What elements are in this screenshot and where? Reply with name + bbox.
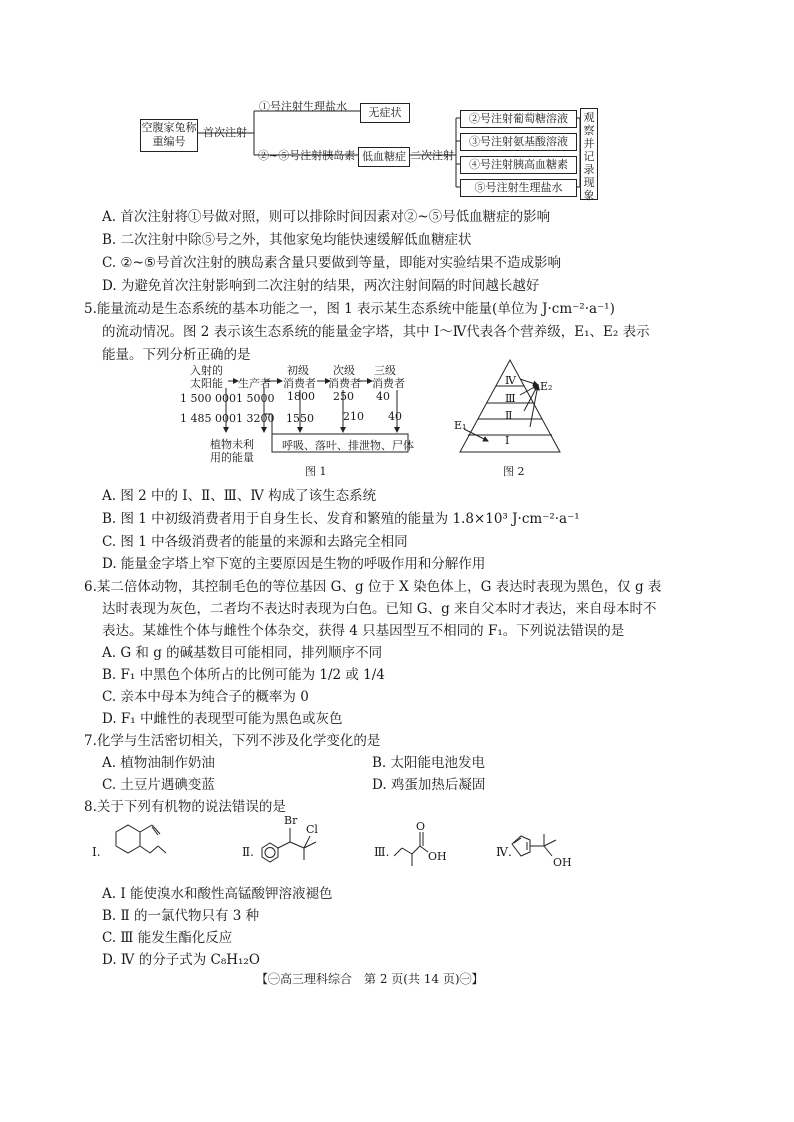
q5-option-a: A. 图 2 中的 Ⅰ、Ⅱ、Ⅲ、Ⅳ 构成了该生态系统 <box>102 488 377 504</box>
branch1-label: ①号注射生理盐水 <box>259 100 347 113</box>
fig2-level-3: Ⅲ <box>505 392 516 405</box>
q8-atom-br: Br <box>284 814 298 827</box>
first-injection-label: 首次注射 <box>203 126 247 139</box>
q4-option-a: A. 首次注射将①号做对照，则可以排除时间因素对②~⑤号低血糖症的影响 <box>102 209 551 225</box>
q8-option-a: A. Ⅰ 能使溴水和酸性高锰酸钾溶液褪色 <box>102 886 333 902</box>
low-sugar-box: 低血糖症 <box>358 147 410 167</box>
fig2-e1: E₁ <box>454 419 467 432</box>
fig1-bottom-value-1: 1 3200 <box>236 412 275 425</box>
second-item-3: ④号注射胰高血糖素 <box>460 156 577 174</box>
q6-stem-line2: 达时表现为灰色，二者均不表达时表现为白色。已知 G、g 来自父本时才表达，来自母本时不 <box>102 601 657 617</box>
second-item-1: ②号注射葡萄糖溶液 <box>460 110 577 128</box>
no-symptom-box: 无症状 <box>360 103 410 123</box>
q7-option-d: D. 鸡蛋加热后凝固 <box>372 777 486 793</box>
q8-atom-oh-4: OH <box>553 856 572 869</box>
q8-option-c: C. Ⅲ 能发生酯化反应 <box>102 930 233 946</box>
fig1-bottom-value-4: 40 <box>388 410 402 423</box>
q5-option-c: C. 图 1 中各级消费者的能量的来源和去路完全相同 <box>102 534 408 550</box>
q5-option-b: B. 图 1 中初级消费者用于自身生长、发育和繁殖的能量为 1.8×10³ J·cm⁻²·a⁻¹ <box>102 511 580 527</box>
fig1-bottom-value-3: 210 <box>343 410 364 423</box>
q7-stem: 7.化学与生活密切相关，下列不涉及化学变化的是 <box>84 733 381 749</box>
q6-option-b: B. F₁ 中黑色个体所占的比例可能为 1/2 或 1/4 <box>102 667 385 683</box>
q6-option-c: C. 亲本中母本为纯合子的概率为 0 <box>102 689 309 705</box>
q6-option-d: D. F₁ 中雌性的表现型可能为黑色或灰色 <box>102 711 343 727</box>
fig2-level-1: Ⅰ <box>505 434 510 447</box>
figure2-pyramid <box>450 355 570 460</box>
fig1-secondary1: 次级 <box>333 364 355 377</box>
fig1-top-value-3: 250 <box>333 390 354 403</box>
fig1-tertiary2: 消费者 <box>372 377 405 390</box>
fig1-sun-label2: 太阳能 <box>190 377 223 390</box>
figure1-arrows <box>0 0 794 470</box>
q8-label-1: Ⅰ. <box>92 845 101 859</box>
fig1-bottom-value-0: 1 485 000 <box>180 412 236 425</box>
fig1-top-value-0: 1 500 000 <box>180 392 236 405</box>
q8-option-d: D. Ⅳ 的分子式为 C₈H₁₂O <box>102 952 260 968</box>
fig1-primary1: 初级 <box>287 364 309 377</box>
second-injection-label: 二次注射 <box>410 149 454 162</box>
fig1-primary2: 消费者 <box>283 377 316 390</box>
fig1-unused2: 用的能量 <box>210 451 254 464</box>
fig1-secondary2: 消费者 <box>328 377 361 390</box>
fig1-caption: 图 1 <box>305 465 327 478</box>
fig1-tertiary1: 三级 <box>374 364 396 377</box>
q8-label-2: Ⅱ. <box>242 845 254 859</box>
q8-label-3: Ⅲ. <box>374 845 390 859</box>
q8-label-4: Ⅳ. <box>496 845 512 859</box>
q8-atom-o: O <box>416 820 426 833</box>
q5-option-d: D. 能量金字塔上窄下宽的主要原因是生物的呼吸作用和分解作用 <box>102 556 486 572</box>
q7-option-a: A. 植物油制作奶油 <box>102 755 215 771</box>
fig2-caption: 图 2 <box>503 465 525 478</box>
q6-option-a: A. G 和 g 的碱基数目可能相同，排列顺序不同 <box>102 645 383 661</box>
q4-option-b: B. 二次注射中除⑤号之外，其他家兔均能快速缓解低血糖症状 <box>102 232 472 248</box>
fig1-unused1: 植物未利 <box>210 438 254 451</box>
fig2-level-4: Ⅳ <box>505 374 516 387</box>
fig1-top-value-1: 1 5000 <box>236 392 275 405</box>
fig1-top-value-4: 40 <box>376 390 390 403</box>
start-box-label: 空腹家兔称重编号 <box>141 121 197 148</box>
branch2-label: ②~⑤号注射胰岛素 <box>258 149 356 162</box>
fig1-top-value-2: 1800 <box>287 390 315 403</box>
q8-atom-cl: Cl <box>306 823 318 836</box>
fig1-decomp: 呼吸、落叶、排泄物、尸体 <box>282 439 414 452</box>
observe-box: 观察并记录现象 <box>580 108 598 200</box>
fig1-sun-label1: 入射的 <box>190 364 223 377</box>
q7-option-c: C. 土豆片遇碘变蓝 <box>102 777 215 793</box>
second-item-4: ⑤号注射生理盐水 <box>460 179 577 197</box>
q4-option-c: C. ②~⑤号首次注射的胰岛素含量只要做到等量，即能对实验结果不造成影响 <box>102 255 561 271</box>
q5-stem-line1: 5.能量流动是生态系统的基本功能之一，图 1 表示某生态系统中能量(单位为 J·cm⁻²·a⁻¹) <box>84 301 615 317</box>
q6-stem-line3: 表达。某雄性个体与雌性个体杂交，获得 4 只基因型互不相同的 F₁。下列说法错误的是 <box>102 623 625 639</box>
fig2-level-2: Ⅱ <box>505 409 513 422</box>
q6-stem-line1: 6.某二倍体动物，其控制毛色的等位基因 G、g 位于 X 染色体上，G 表达时表现为黑色，仅 g 表 <box>84 579 662 595</box>
q8-atom-oh: OH <box>428 850 447 863</box>
q5-stem-line2: 的流动情况。图 2 表示该生态系统的能量金字塔，其中 Ⅰ～Ⅳ代表各个营养级，E₁、E₂ 表示 <box>102 324 650 340</box>
second-item-2: ③号注射氨基酸溶液 <box>460 133 577 151</box>
fig1-bottom-value-2: 1550 <box>286 412 314 425</box>
q4-option-d: D. 为避免首次注射影响到二次注射的结果，两次注射间隔的时间越长越好 <box>102 278 540 294</box>
q8-structures <box>0 810 794 880</box>
q5-stem-line3: 能量。下列分析正确的是 <box>102 347 251 363</box>
page-footer: 【㊀高三理科综合 第 2 页(共 14 页)㊀】 <box>256 972 484 986</box>
q8-stem: 8.关于下列有机物的说法错误的是 <box>84 799 286 815</box>
q8-option-b: B. Ⅱ 的一氯代物只有 3 种 <box>102 908 260 924</box>
fig2-e2: E₂ <box>540 380 553 393</box>
q7-option-b: B. 太阳能电池发电 <box>372 755 486 771</box>
fig1-producer: 生产者 <box>238 377 271 390</box>
